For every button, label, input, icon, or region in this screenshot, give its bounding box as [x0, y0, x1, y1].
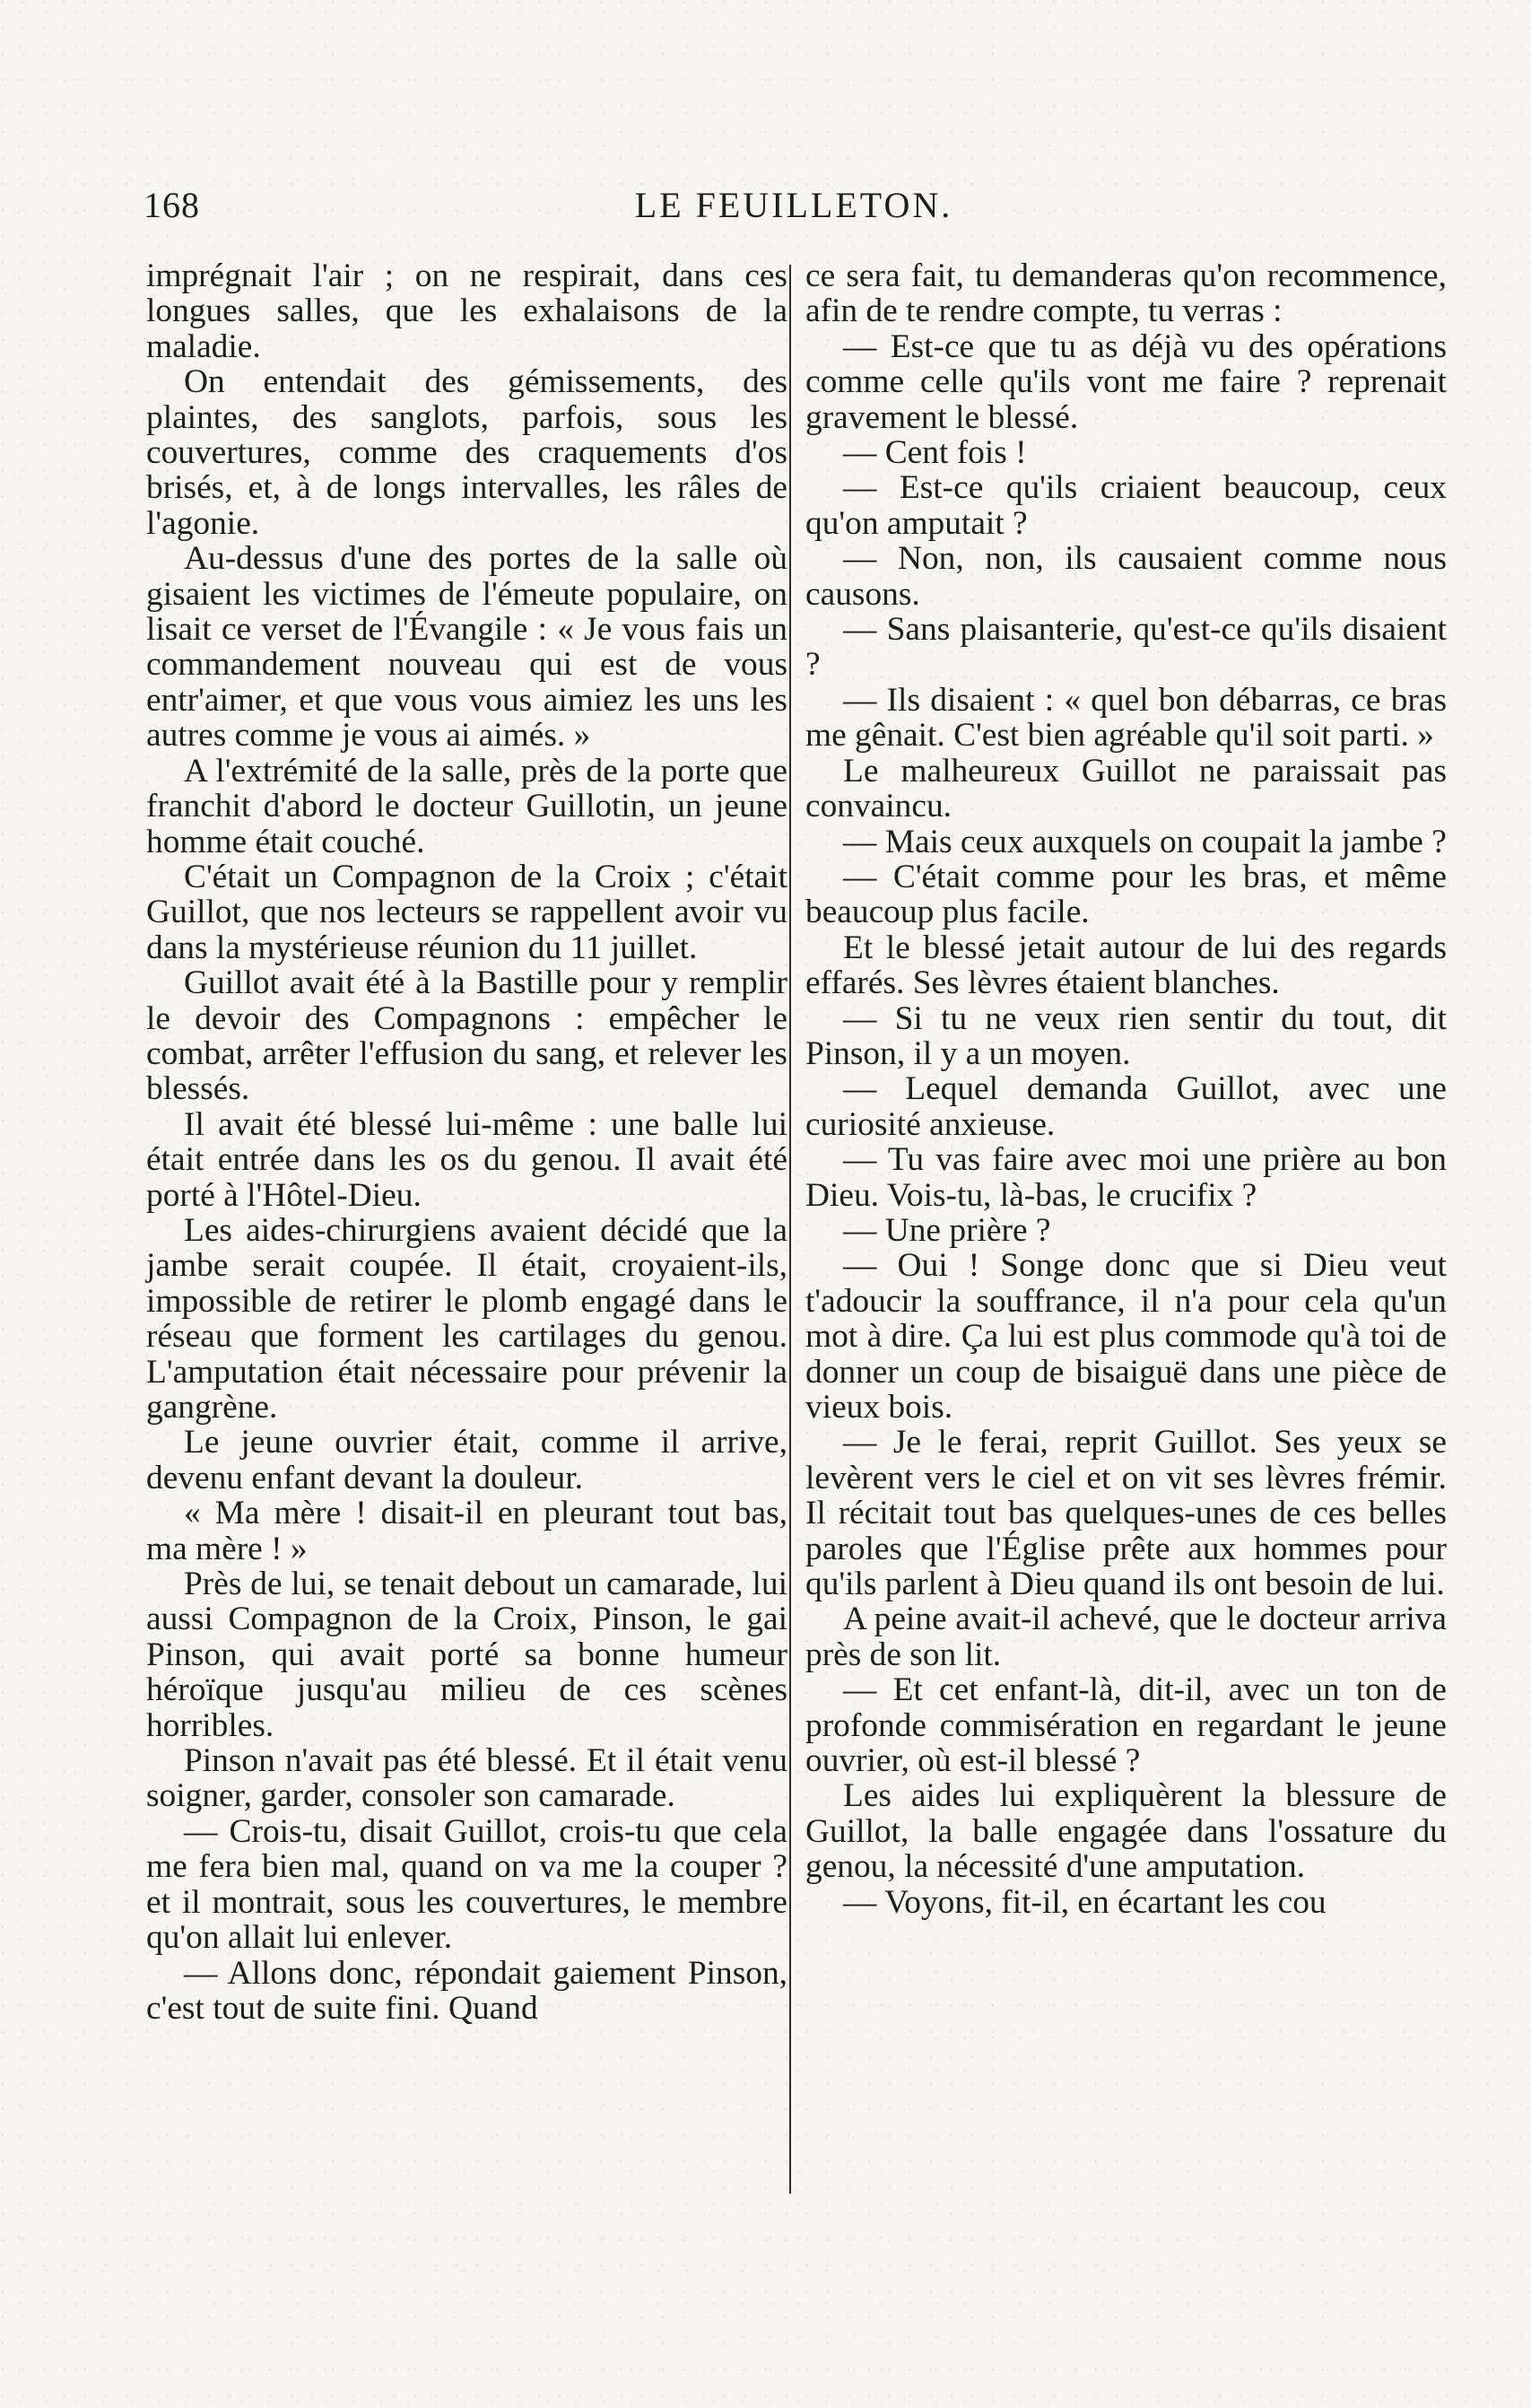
paragraph: A peine avait-il achevé, que le docteur arriva près de son lit. — [805, 1601, 1447, 1673]
paragraph: C'était un Compagnon de la Croix ; c'était Guillot, que nos lecteurs se rappellent avoir vu dans la mystérieuse réunion du 11 juillet. — [146, 858, 787, 966]
paragraph: Le malheureux Guillot ne paraissait pas convaincu. — [805, 752, 1447, 825]
paragraph: Près de lui, se tenait debout un camarade, lui aussi Compagnon de la Croix, Pinson, le gai Pinson, qui avait porté sa bonne humeur héroïque jusqu'au milieu de ces scènes horribles. — [146, 1566, 787, 1744]
page-header — [144, 184, 1444, 238]
paragraph: imprégnait l'air ; on ne respirait, dans ces longues salles, que les exhalaisons de la maladie. — [146, 257, 787, 365]
paragraph: Pinson n'avait pas été blessé. Et il était venu soigner, garder, consoler son camarade. — [146, 1742, 787, 1815]
paragraph: — Cent fois ! — [843, 434, 1027, 472]
paragraph: Guillot avait été à la Bastille pour y remplir le devoir des Compagnons : empêcher le combat, arrêter l'effusion du sang, et relever les blessés. — [146, 964, 787, 1108]
paragraph: — Est-ce qu'ils criaient beaucoup, ceux qu'on amputait ? — [805, 469, 1447, 542]
paragraph: — Sans plaisanterie, qu'est-ce qu'ils disaient ? — [805, 611, 1447, 684]
paragraph: A l'extrémité de la salle, près de la porte que franchit d'abord le docteur Guillotin, un jeune homme était couché. — [146, 752, 787, 860]
right-column — [805, 258, 1447, 1920]
paragraph: — Tu vas faire avec moi une prière au bon Dieu. Vois-tu, là-bas, le crucifix ? — [805, 1141, 1447, 1214]
paragraph: — Je le ferai, reprit Guillot. Ses yeux se levèrent vers le ciel et on vit ses lèvres frémir. Il récitait tout bas quelques-unes de ces belles paroles que l'Église prête aux hommes pour qu'ils parlent à Dieu quand ils ont besoin de lui. — [805, 1424, 1447, 1603]
paragraph: — Crois-tu, disait Guillot, crois-tu que cela me fera bien mal, quand on va me la couper ? et il montrait, sous les couvertures, le membre qu'on allait lui enlever. — [146, 1812, 787, 1957]
page-number: 168 — [144, 185, 200, 225]
paragraph: ce sera fait, tu demanderas qu'on recommence, afin de te rendre compte, tu verras : — [805, 257, 1447, 330]
paragraph: Les aides-chirurgiens avaient décidé que la jambe serait coupée. Il était, croyaient-ils, impossible de retirer le plomb engagé dans le réseau que forment les cartilages du genou. L'amputation était nécessaire pour prévenir la gangrène. — [146, 1211, 787, 1426]
paragraph: — Non, non, ils causaient comme nous causons. — [805, 540, 1447, 613]
paragraph: Le jeune ouvrier était, comme il arrive, devenu enfant devant la douleur. — [146, 1424, 787, 1496]
running-title: LE FEUILLETON. — [634, 185, 953, 225]
paragraph: « Ma mère ! disait-il en pleurant tout bas, ma mère ! » — [146, 1495, 787, 1567]
paragraph: — Et cet enfant-là, dit-il, avec un ton de profonde commisération en regardant le jeune ouvrier, où est-il blessé ? — [805, 1671, 1447, 1780]
paragraph: — Si tu ne veux rien sentir du tout, dit Pinson, il y a un moyen. — [805, 999, 1447, 1072]
paragraph: Et le blessé jetait autour de lui des regards effarés. Ses lèvres étaient blanches. — [805, 929, 1447, 1002]
column-divider — [789, 265, 791, 2194]
paragraph: — Ils disaient : « quel bon débarras, ce bras me gênait. C'est bien agréable qu'il soit parti. » — [805, 681, 1447, 755]
left-column — [146, 258, 787, 2026]
paragraph: — Une prière ? — [843, 1211, 1051, 1249]
paragraph: — Oui ! Songe donc que si Dieu veut t'adoucir la souffrance, il n'a pour cela qu'un mot à dire. Ça lui est plus commode qu'à toi de donner un coup de bisaiguë dans une pièce de vieux bois. — [805, 1247, 1447, 1426]
paragraph: — Est-ce que tu as déjà vu des opérations comme celle qu'ils vont me faire ? reprenait gravement le blessé. — [805, 327, 1447, 436]
paragraph: Au-dessus d'une des portes de la salle où gisaient les victimes de l'émeute populaire, on lisait ce verset de l'Évangile : « Je vous fais un commandement nouveau qui est de vous entr'aimer, et que vous vous aimiez les uns les autres comme je vous ai aimés. » — [146, 540, 787, 755]
paragraph: Les aides lui expliquèrent la blessure de Guillot, la balle engagée dans l'ossature du genou, la nécessité d'une amputation. — [805, 1777, 1447, 1886]
paragraph: Il avait été blessé lui-même : une balle lui était entrée dans les os du genou. Il avait été porté à l'Hôtel-Dieu. — [146, 1105, 787, 1214]
paragraph: — Allons donc, répondait gaiement Pinson, c'est tout de suite fini. Quand — [146, 1954, 787, 2027]
paragraph: — C'était comme pour les bras, et même beaucoup plus facile. — [805, 858, 1447, 931]
paragraph: On entendait des gémissements, des plaintes, des sanglots, parfois, sous les couvertures, comme des craquements d'os brisés, et, à de longs intervalles, les râles de l'agonie. — [146, 363, 787, 542]
paragraph: — Voyons, fit-il, en écartant les cou — [843, 1883, 1327, 1921]
paragraph: — Mais ceux auxquels on coupait la jambe ? — [843, 823, 1447, 860]
paragraph: — Lequel demanda Guillot, avec une curiosité anxieuse. — [805, 1070, 1447, 1143]
